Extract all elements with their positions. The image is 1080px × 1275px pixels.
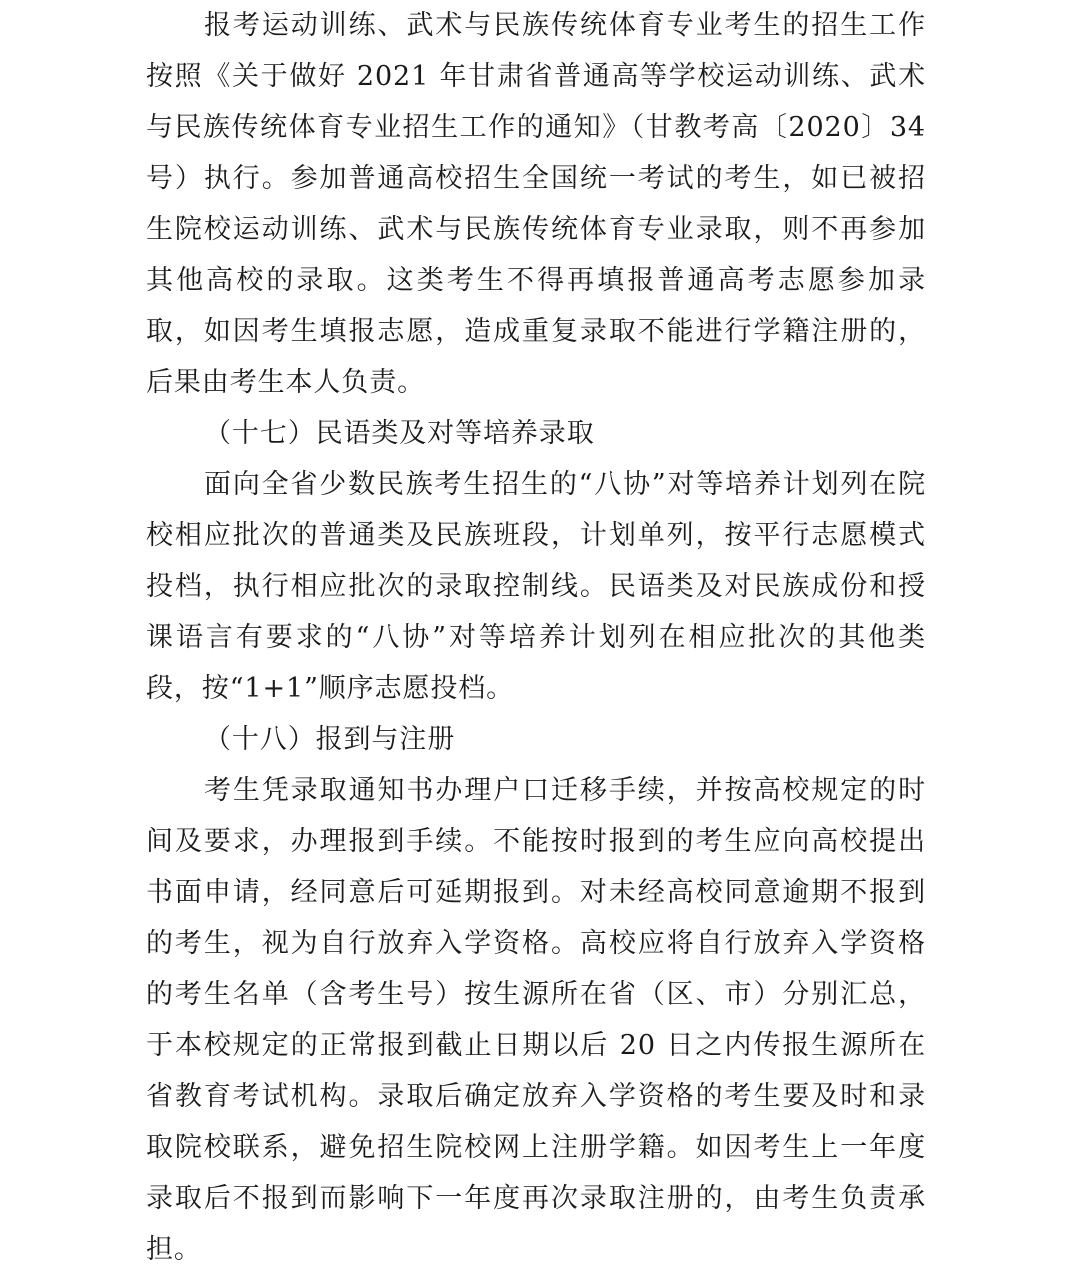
document-page (146, 0, 926, 1275)
heading-section-18: （十八）报到与注册 (204, 724, 456, 755)
paragraph-ethnic-language-admission: 面向全省少数民族考生招生的“八协”对等培养计划列在院校相应批次的普通类及民族班段，计划单列，按平行志愿模式投档，执行相应批次的录取控制线。民语类及对民族成份和授课语言有要求的“八协”对等培养计划列在相应批次的其他类段，按“1+1”顺序志愿投档。 (146, 469, 926, 704)
paragraph-sports-admission: 报考运动训练、武术与民族传统体育专业考生的招生工作按照《关于做好 2021 年甘肃省普通高等学校运动训练、武术与民族传统体育专业招生工作的通知》（甘教考高〔2020〕34 号）执行。参加普通高校招生全国统一考试的考生，如已被招生院校运动训练、武术与民族传统体育专业录取，则不再参加其他高校的录取。这类考生不得再填报普通高考志愿参加录取，如因考生填报志愿，造成重复录取不能进行学籍注册的，后果由考生本人负责。 (146, 10, 926, 398)
paragraph-registration: 考生凭录取通知书办理户口迁移手续，并按高校规定的时间及要求，办理报到手续。不能按时报到的考生应向高校提出书面申请，经同意后可延期报到。对未经高校同意逾期不报到的考生，视为自行放弃入学资格。高校应将自行放弃入学资格的考生名单（含考生号）按生源所在省（区、市）分别汇总，于本校规定的正常报到截止日期以后 20 日之内传报生源所在省教育考试机构。录取后确定放弃入学资格的考生要及时和录取院校联系，避免招生院校网上注册学籍。如因考生上一年度录取后不报到而影响下一年度再次录取注册的，由考生负责承担。 (146, 775, 926, 1265)
heading-section-17: （十七）民语类及对等培养录取 (204, 418, 595, 449)
